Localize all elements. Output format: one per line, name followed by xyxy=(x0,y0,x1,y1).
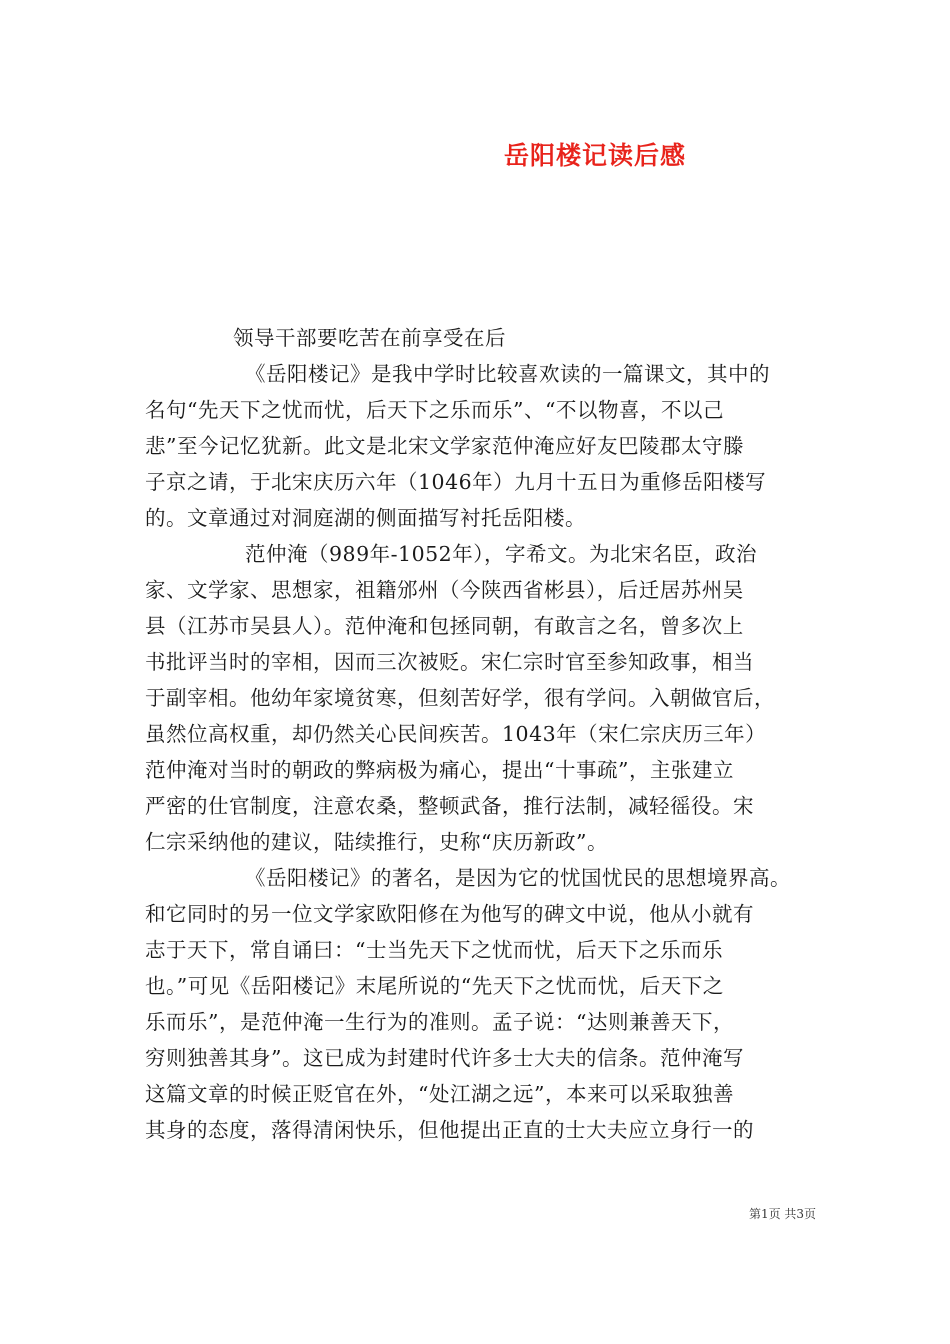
text-line: 于副宰相。他幼年家境贫寒，但刻苦好学，很有学问。入朝做官后， xyxy=(145,686,775,710)
text-line: 子京之请，于北宋庆历六年（1046年）九月十五日为重修岳阳楼写 xyxy=(145,470,767,494)
text-line: 县（江苏市吴县人）。范仲淹和包拯同朝，有敢言之名，曾多次上 xyxy=(145,614,744,638)
text-line: 悲”至今记忆犹新。此文是北宋文学家范仲淹应好友巴陵郡太守滕 xyxy=(145,434,744,458)
text-line: 虽然位高权重，却仍然关心民间疾苦。1043年（宋仁宗庆历三年） xyxy=(145,722,767,746)
text-line: 这篇文章的时候正贬官在外，“处江湖之远”，本来可以采取独善 xyxy=(145,1082,734,1106)
text-line: 书批评当时的宰相，因而三次被贬。宋仁宗时官至参知政事，相当 xyxy=(145,650,754,674)
text-line: 的。文章通过对洞庭湖的侧面描写衬托岳阳楼。 xyxy=(145,506,586,530)
document-title: 岳阳楼记读后感 xyxy=(503,141,686,170)
text-line: 仁宗采纳他的建议，陆续推行，史称“庆历新政”。 xyxy=(145,830,608,854)
text-line: 范仲淹（989年-1052年），字希文。为北宋名臣，政治 xyxy=(245,542,757,566)
text-line: 严密的仕官制度，注意农桑，整顿武备，推行法制，减轻徭役。宋 xyxy=(145,794,754,818)
text-line: 《岳阳楼记》是我中学时比较喜欢读的一篇课文，其中的 xyxy=(245,362,770,386)
text-line: 名句“先天下之忧而忧，后天下之乐而乐”、“不以物喜，不以己 xyxy=(145,398,724,422)
text-line: 《岳阳楼记》的著名，是因为它的忧国忧民的思想境界高。 xyxy=(245,866,791,890)
text-line: 领导干部要吃苦在前享受在后 xyxy=(233,326,506,350)
text-line: 范仲淹对当时的朝政的弊病极为痛心，提出“十事疏”，主张建立 xyxy=(145,758,734,782)
text-line: 乐而乐”，是范仲淹一生行为的准则。孟子说：“达则兼善天下， xyxy=(145,1010,734,1034)
text-line: 穷则独善其身”。这已成为封建时代许多士大夫的信条。范仲淹写 xyxy=(145,1046,744,1070)
text-line: 志于天下，常自诵曰：“士当先天下之忧而忧，后天下之乐而乐 xyxy=(145,938,723,962)
text-line: 和它同时的另一位文学家欧阳修在为他写的碑文中说，他从小就有 xyxy=(145,902,754,926)
page-footer: 第1页 共3页 xyxy=(748,1207,817,1221)
text-line: 家、文学家、思想家，祖籍邠州（今陕西省彬县），后迁居苏州吴 xyxy=(145,578,744,602)
text-line: 也。”可见《岳阳楼记》末尾所说的“先天下之忧而忧，后天下之 xyxy=(145,974,724,998)
text-line: 其身的态度，落得清闲快乐，但他提出正直的士大夫应立身行一的 xyxy=(145,1118,754,1142)
document-body xyxy=(145,320,813,1148)
